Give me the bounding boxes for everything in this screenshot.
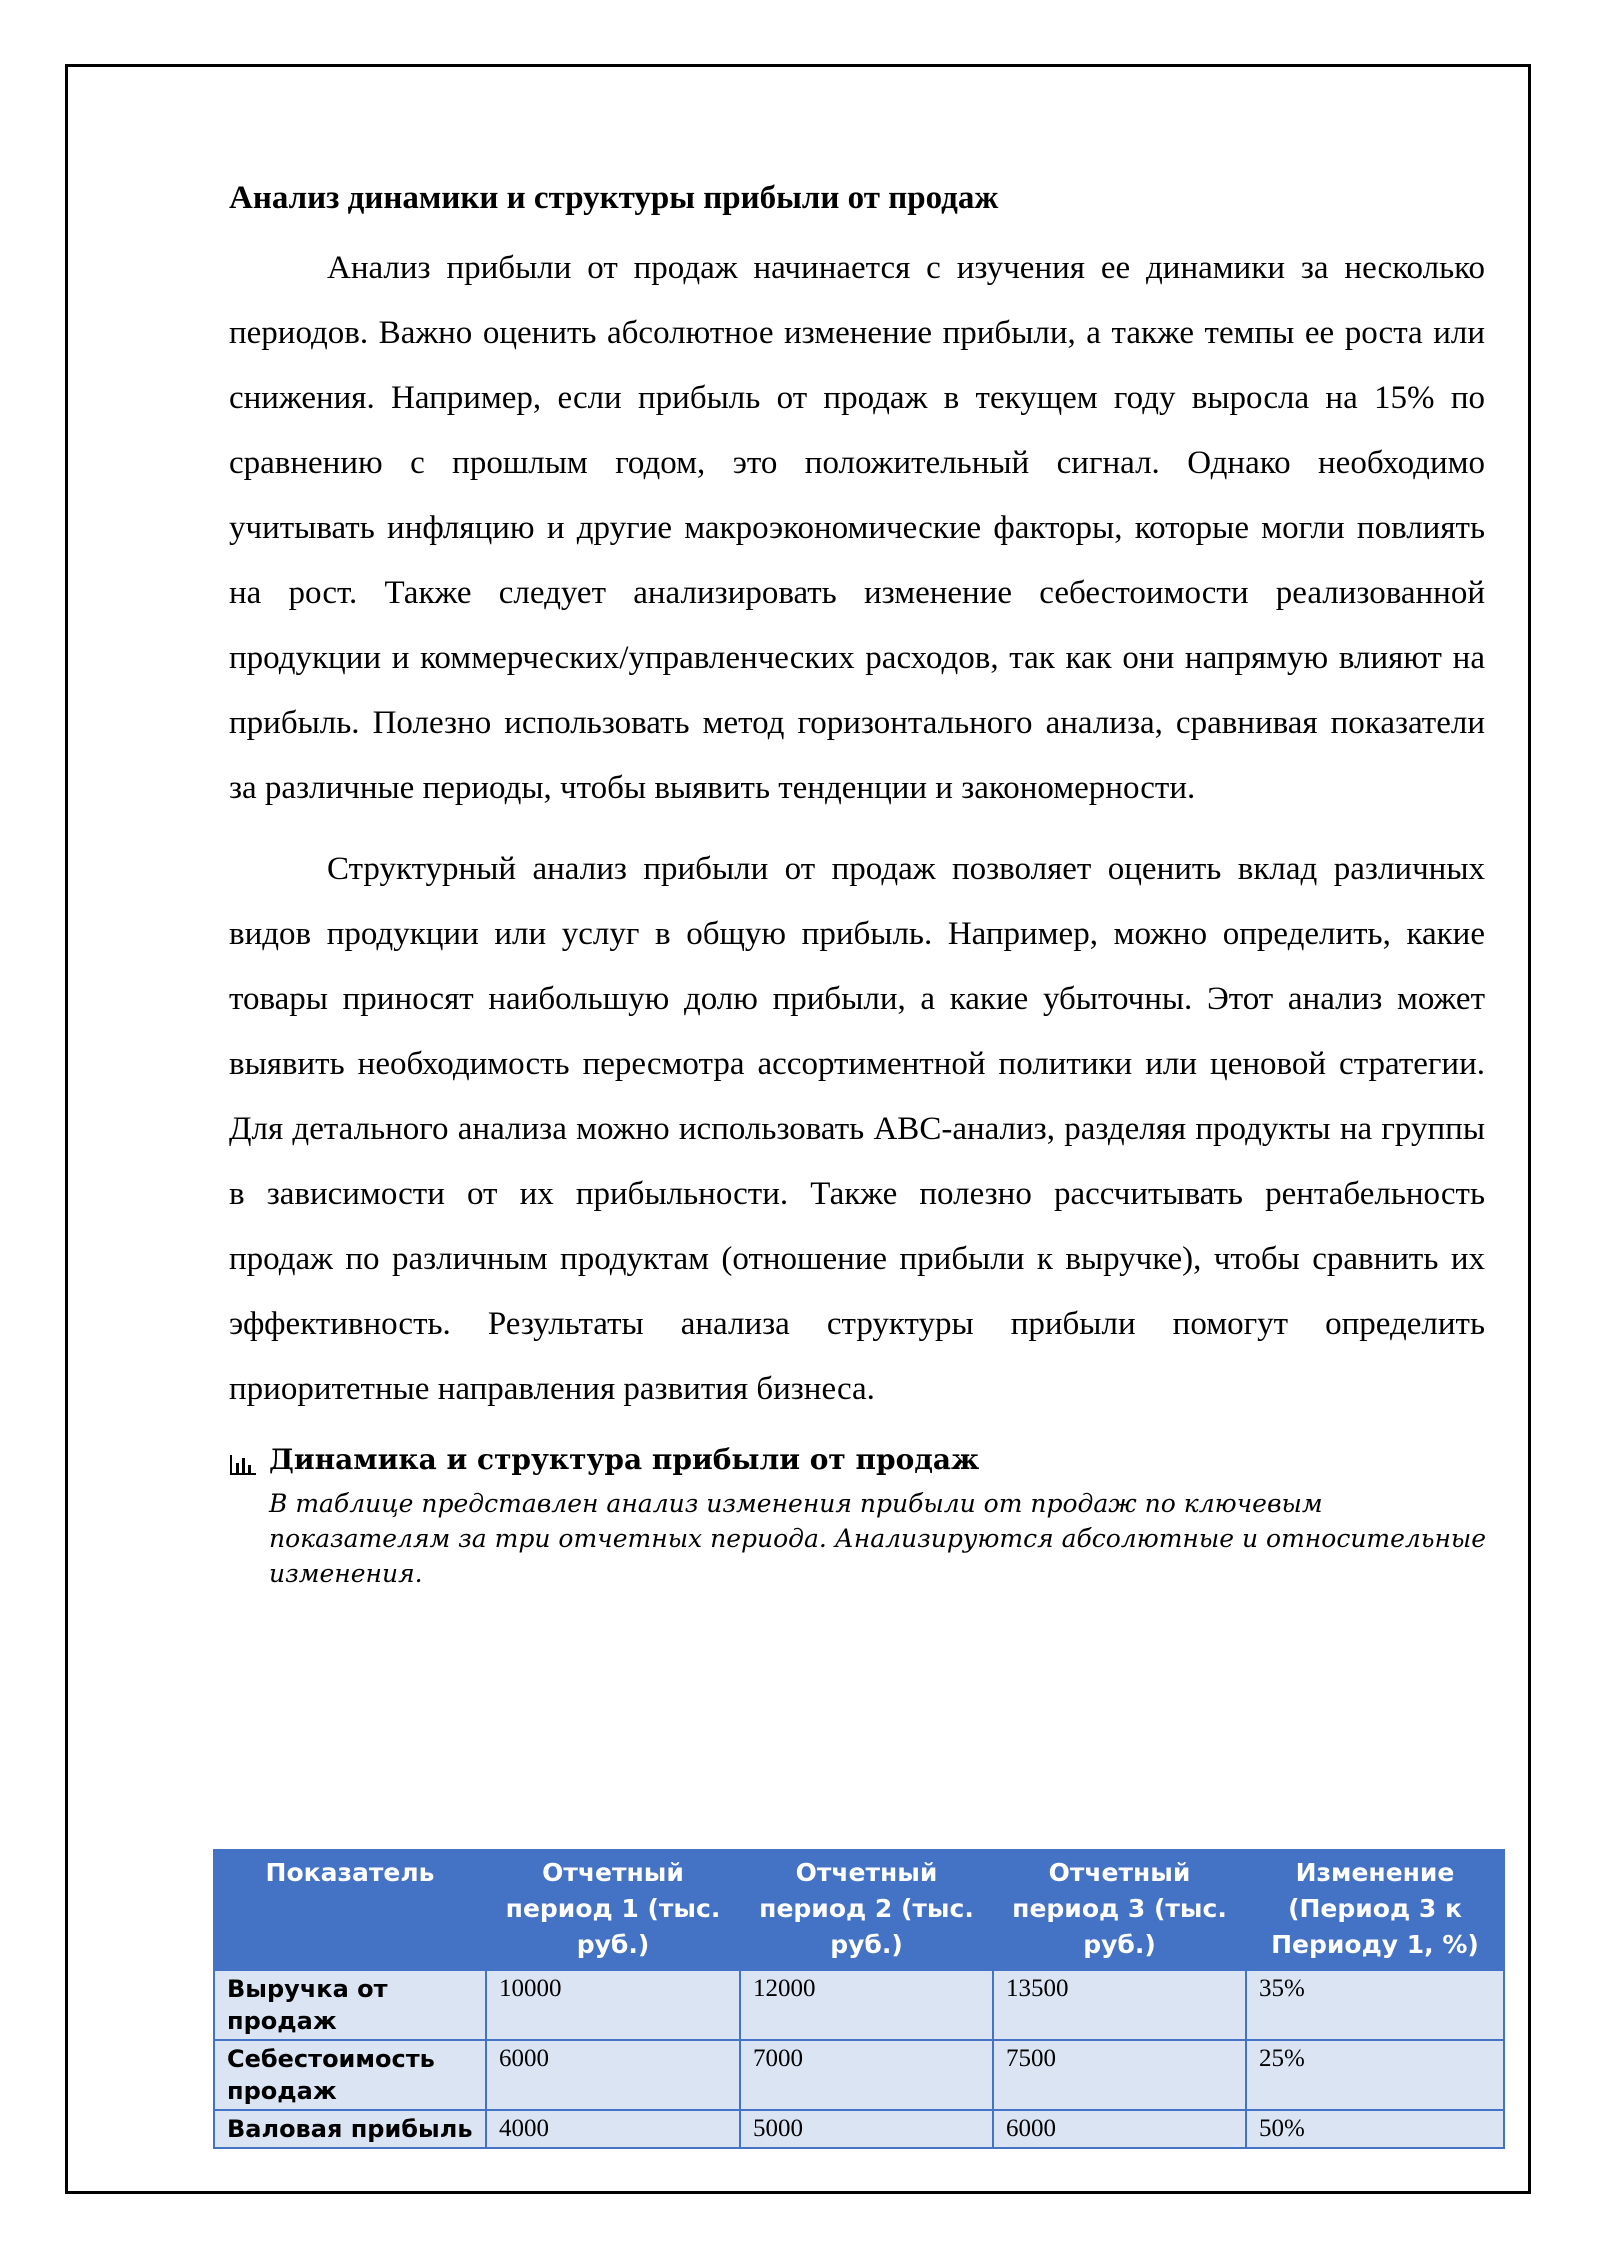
paragraph-dynamics: Анализ прибыли от продаж начинается с изучения ее динамики за несколько периодов. Важно оценить абсолютное изменение прибыли, а также темпы ее роста или снижения. Например, если прибыль от продаж в текущем году выросла на 15% по сравнению с прошлым годом, это положительный сигнал. Однако необходимо учитывать инфляцию и другие макроэкономические факторы, которые могли повлиять на рост. Также следует анализировать изменение себестоимости реализованной продукции и коммерческих/управленческих расходов, так как они напрямую влияют на прибыль. Полезно использовать метод горизонтального анализа, сравнивая показатели за различные периоды, чтобы выявить тенденции и закономерности. bbox=[229, 250, 1485, 806]
row-label: Себестоимость продаж bbox=[214, 2040, 486, 2110]
table-description: В таблице представлен анализ изменения прибыли от продаж по ключевым показателям за три отчетных периода. Анализируются абсолютные и относительные изменения. bbox=[269, 1489, 1487, 1588]
profit-table-container bbox=[213, 1849, 1503, 2149]
document-body bbox=[229, 170, 1485, 1591]
table-cell: 10000 bbox=[486, 1970, 740, 2040]
table-cell: 7500 bbox=[993, 2040, 1246, 2110]
table-row bbox=[214, 1970, 1504, 2040]
table-caption bbox=[229, 1440, 1485, 1480]
header-period-2: Отчетный период 2 (тыс. руб.) bbox=[740, 1850, 993, 1970]
table-cell: 13500 bbox=[993, 1970, 1246, 2040]
table-header-row bbox=[214, 1850, 1504, 1970]
table-cell: 5000 bbox=[740, 2110, 993, 2148]
section-heading: Анализ динамики и структуры прибыли от продаж bbox=[229, 180, 999, 216]
table-cell: 25% bbox=[1246, 2040, 1504, 2110]
table-row bbox=[214, 2110, 1504, 2148]
profit-table bbox=[213, 1849, 1505, 2149]
table-title: Динамика и структура прибыли от продаж bbox=[269, 1443, 980, 1476]
table-cell: 12000 bbox=[740, 1970, 993, 2040]
table-cell: 6000 bbox=[993, 2110, 1246, 2148]
table-cell: 4000 bbox=[486, 2110, 740, 2148]
table-cell: 6000 bbox=[486, 2040, 740, 2110]
header-period-1: Отчетный период 1 (тыс. руб.) bbox=[486, 1850, 740, 1970]
row-label: Выручка от продаж bbox=[214, 1970, 486, 2040]
header-period-3: Отчетный период 3 (тыс. руб.) bbox=[993, 1850, 1246, 1970]
bar-chart-icon bbox=[229, 1448, 257, 1472]
table-row bbox=[214, 2040, 1504, 2110]
table-cell: 7000 bbox=[740, 2040, 993, 2110]
table-cell: 50% bbox=[1246, 2110, 1504, 2148]
row-label: Валовая прибыль bbox=[214, 2110, 486, 2148]
header-change: Изменение (Период 3 к Периоду 1, %) bbox=[1246, 1850, 1504, 1970]
header-indicator: Показатель bbox=[214, 1850, 486, 1970]
table-cell: 35% bbox=[1246, 1970, 1504, 2040]
paragraph-structure: Структурный анализ прибыли от продаж позволяет оценить вклад различных видов продукции или услуг в общую прибыль. Например, можно определить, какие товары приносят наибольшую долю прибыли, а какие убыточны. Этот анализ может выявить необходимость пересмотра ассортиментной политики или ценовой стратегии. Для детального анализа можно использовать ABC-анализ, разделяя продукты на группы в зависимости от их прибыльности. Также полезно рассчитывать рентабельность продаж по различным продуктам (отношение прибыли к выручке), чтобы сравнить их эффективность. Результаты анализа структуры прибыли помогут определить приоритетные направления развития бизнеса. bbox=[229, 851, 1485, 1407]
